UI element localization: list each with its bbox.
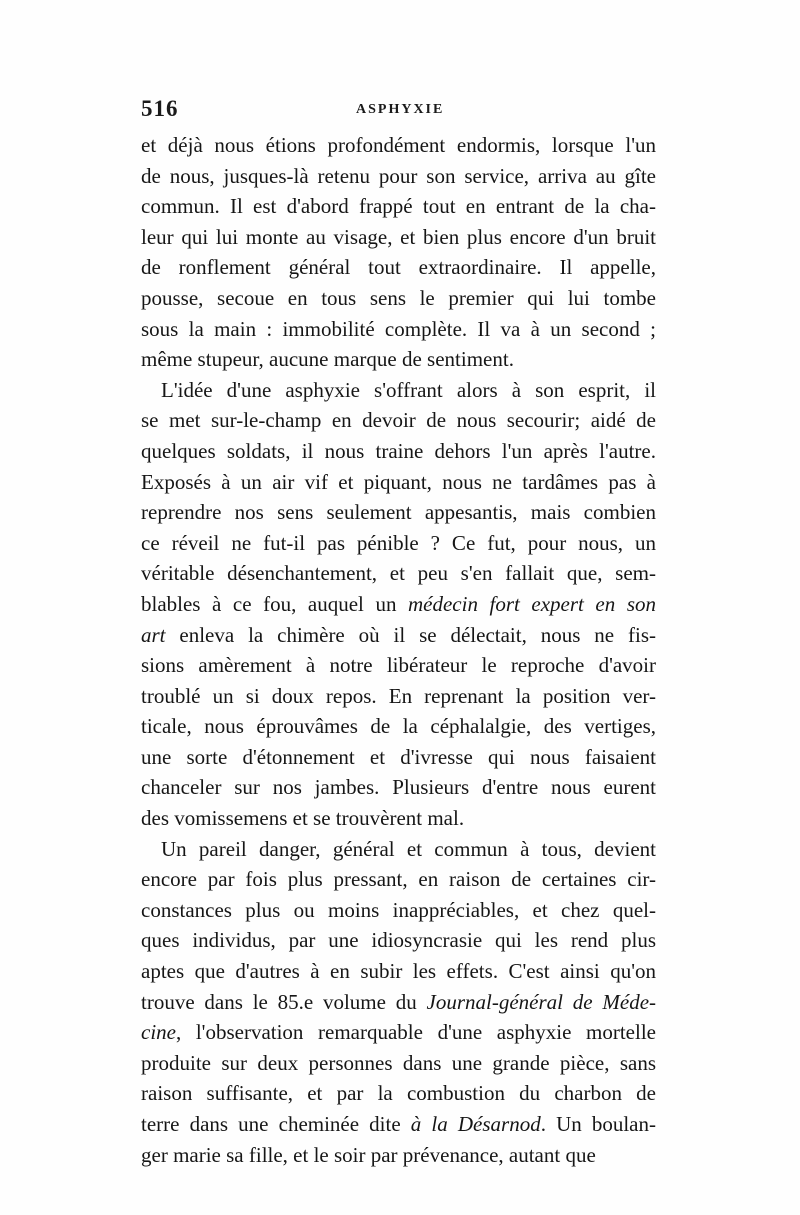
text-line [141, 834, 656, 865]
text-line [141, 803, 656, 834]
text-line [141, 467, 656, 498]
text-segment: de ronflement général tout extraordinaire. Il appelle, [141, 255, 656, 280]
text-segment: , l'observation remarquable d'une asphyxie mortelle [175, 1020, 656, 1045]
text-segment: trouve dans le 85.e volume du [141, 989, 427, 1014]
text-segment: encore par fois plus pressant, en raison de certaines cir- [141, 867, 656, 892]
text-segment: ger marie sa fille, et le soir par prévenance, autant que [141, 1142, 596, 1167]
text-segment: chanceler sur nos jambes. Plusieurs d'entre nous eurent [141, 775, 656, 800]
text-line [141, 161, 656, 192]
text-segment: sous la main : immobilité complète. Il va à un second ; [141, 316, 656, 341]
text-line [141, 1017, 656, 1048]
text-line [141, 987, 656, 1018]
text-segment: se met sur-le-champ en devoir de nous secourir; aidé de [141, 408, 656, 433]
text-segment: quelques soldats, il nous traine dehors l'un après l'autre. [141, 438, 656, 463]
text-segment: raison suffisante, et par la combustion du charbon de [141, 1081, 656, 1106]
text-line [141, 344, 656, 375]
text-segment: même stupeur, aucune marque de sentiment. [141, 347, 514, 372]
text-line [141, 252, 656, 283]
text-line [141, 1109, 656, 1140]
text-line [141, 925, 656, 956]
text-line [141, 1078, 656, 1109]
text-line [141, 864, 656, 895]
text-segment: . Un boulan- [540, 1112, 656, 1136]
text-line [141, 681, 656, 712]
running-title: ASPHYXIE [356, 102, 445, 117]
text-line [141, 314, 656, 345]
text-segment: constances plus ou moins inappréciables, et chez quel- [141, 897, 656, 922]
text-segment: pousse, secoue en tous sens le premier qui lui tombe [141, 285, 656, 310]
text-line [141, 191, 656, 222]
text-line [141, 620, 656, 651]
text-line [141, 130, 656, 161]
text-segment: produite sur deux personnes dans une grande pièce, sans [141, 1050, 656, 1075]
text-segment: reprendre nos sens seulement appesantis, mais combien [141, 500, 656, 525]
text-segment: commun. Il est d'abord frappé tout en entrant de la cha- [141, 194, 656, 219]
text-segment: leur qui lui monte au visage, et bien plus encore d'un bruit [141, 224, 656, 249]
text-segment: Un pareil danger, général et commun à tous, devient [161, 836, 656, 861]
text-line [141, 558, 656, 589]
text-line [141, 1048, 656, 1079]
paragraph [141, 834, 656, 1171]
text-segment: véritable désenchantement, et peu s'en fallait que, sem- [141, 561, 656, 586]
italic-text: art [141, 622, 166, 647]
text-line [141, 956, 656, 987]
text-segment: blables à ce fou, auquel un [141, 591, 408, 616]
text-line [141, 436, 656, 467]
text-line [141, 405, 656, 436]
text-line [141, 711, 656, 742]
text-line [141, 375, 656, 406]
text-line [141, 528, 656, 559]
text-segment: enleva la chimère où il se délectait, nous ne fis- [165, 622, 656, 647]
italic-text: à la Désarnod [410, 1112, 541, 1136]
page-number: 516 [141, 96, 179, 121]
italic-text: Journal-général de Méde- [426, 989, 657, 1014]
text-line [141, 283, 656, 314]
italic-text: cine [141, 1020, 176, 1045]
text-line [141, 497, 656, 528]
text-segment: ticale, nous éprouvâmes de la céphalalgie, des vertiges, [141, 714, 656, 739]
text-line [141, 772, 656, 803]
italic-text: médecin fort expert en son [408, 591, 656, 616]
text-line [141, 222, 656, 253]
text-segment: et déjà nous étions profondément endormis, lorsque l'un [141, 133, 656, 157]
text-segment: des vomissemens et se trouvèrent mal. [141, 806, 465, 831]
text-segment: ques individus, par une idiosyncrasie qui les rend plus [141, 928, 656, 953]
text-segment: ce réveil ne fut-il pas pénible ? Ce fut, pour nous, un [141, 530, 656, 555]
text-segment: Exposés à un air vif et piquant, nous ne tardâmes pas à [141, 469, 656, 494]
text-line [141, 895, 656, 926]
text-segment: une sorte d'étonnement et d'ivresse qui nous faisaient [141, 744, 656, 769]
paragraph [141, 130, 656, 375]
text-segment: sions amèrement à notre libérateur le reproche d'avoir [141, 653, 656, 678]
text-segment: aptes que d'autres à en subir les effets. C'est ainsi qu'on [141, 959, 656, 984]
text-line [141, 589, 656, 620]
text-segment: terre dans une cheminée dite [141, 1112, 411, 1136]
text-line [141, 1140, 656, 1171]
running-head [141, 96, 661, 126]
text-segment: troublé un si doux repos. En reprenant la position ver- [141, 683, 656, 708]
text-line [141, 650, 656, 681]
body-text [141, 130, 656, 1170]
paragraph [141, 375, 656, 834]
text-segment: de nous, jusques-là retenu pour son service, arriva au gîte [141, 163, 656, 188]
text-line [141, 742, 656, 773]
text-segment: L'idée d'une asphyxie s'offrant alors à son esprit, il [161, 377, 656, 402]
